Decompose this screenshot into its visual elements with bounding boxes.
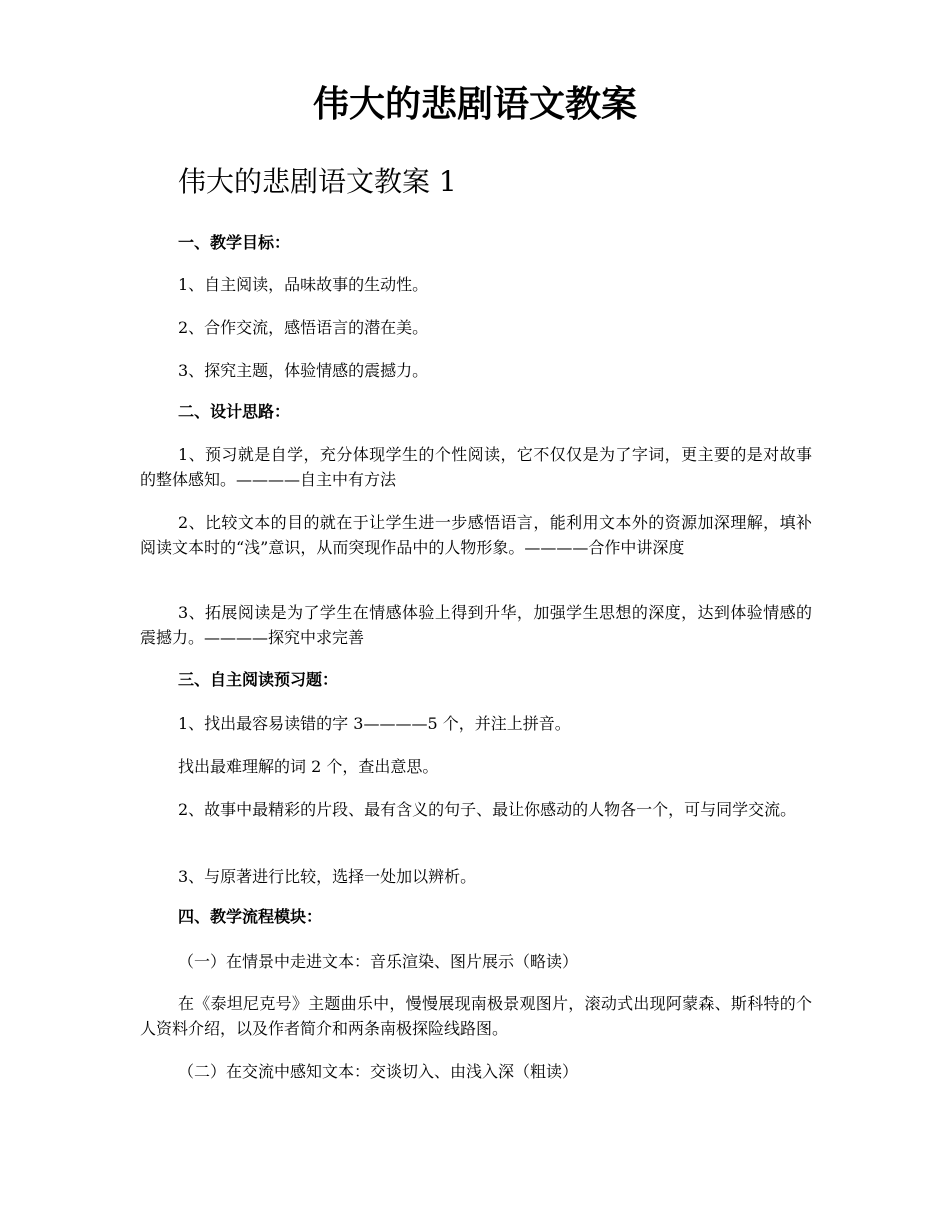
document-title: 伟大的悲剧语文教案 bbox=[312, 83, 637, 125]
paragraph: 2、合作交流，感悟语言的潜在美。 bbox=[178, 318, 429, 337]
paragraph: 在《泰坦尼克号》主题曲乐中，慢慢展现南极景观图片，滚动式出现阿蒙森、斯科特的个人资料介绍，以及作者简介和两条南极探险线路图。 bbox=[140, 994, 812, 1038]
section-heading-design: 二、设计思路： bbox=[178, 402, 291, 421]
paragraph: 1、预习就是自学，充分体现学生的个性阅读，它不仅仅是为了字词，更主要的是对故事的整体感知。————自主中有方法 bbox=[140, 445, 812, 489]
document-subtitle: 伟大的悲剧语文教案 1 bbox=[178, 165, 457, 198]
paragraph: 3、拓展阅读是为了学生在情感体验上得到升华，加强学生思想的深度，达到体验情感的震撼力。————探究中求完善 bbox=[140, 603, 812, 647]
section-heading-objectives: 一、教学目标： bbox=[178, 233, 291, 252]
paragraph: 找出最难理解的词 2 个，查出意思。 bbox=[178, 757, 439, 776]
paragraph: 2、比较文本的目的就在于让学生进一步感悟语言，能利用文本外的资源加深理解，填补阅读文本时的“浅”意识，从而突现作品中的人物形象。————合作中讲深度 bbox=[140, 513, 812, 557]
paragraph: 3、探究主题，体验情感的震撼力。 bbox=[178, 361, 429, 380]
paragraph: （二）在交流中感知文本：交谈切入、由浅入深（粗读） bbox=[178, 1062, 579, 1081]
paragraph: 1、自主阅读，品味故事的生动性。 bbox=[178, 275, 429, 294]
paragraph: 3、与原著进行比较，选择一处加以辨析。 bbox=[178, 867, 477, 886]
section-heading-preview: 三、自主阅读预习题： bbox=[178, 670, 339, 689]
paragraph: 1、找出最容易读错的字 3————5 个，并注上拼音。 bbox=[178, 714, 571, 733]
section-heading-flow: 四、教学流程模块： bbox=[178, 907, 323, 926]
paragraph: （一）在情景中走进文本：音乐渲染、图片展示（略读） bbox=[178, 952, 579, 971]
paragraph: 2、故事中最精彩的片段、最有含义的句子、最让你感动的人物各一个，可与同学交流。 bbox=[178, 800, 797, 819]
